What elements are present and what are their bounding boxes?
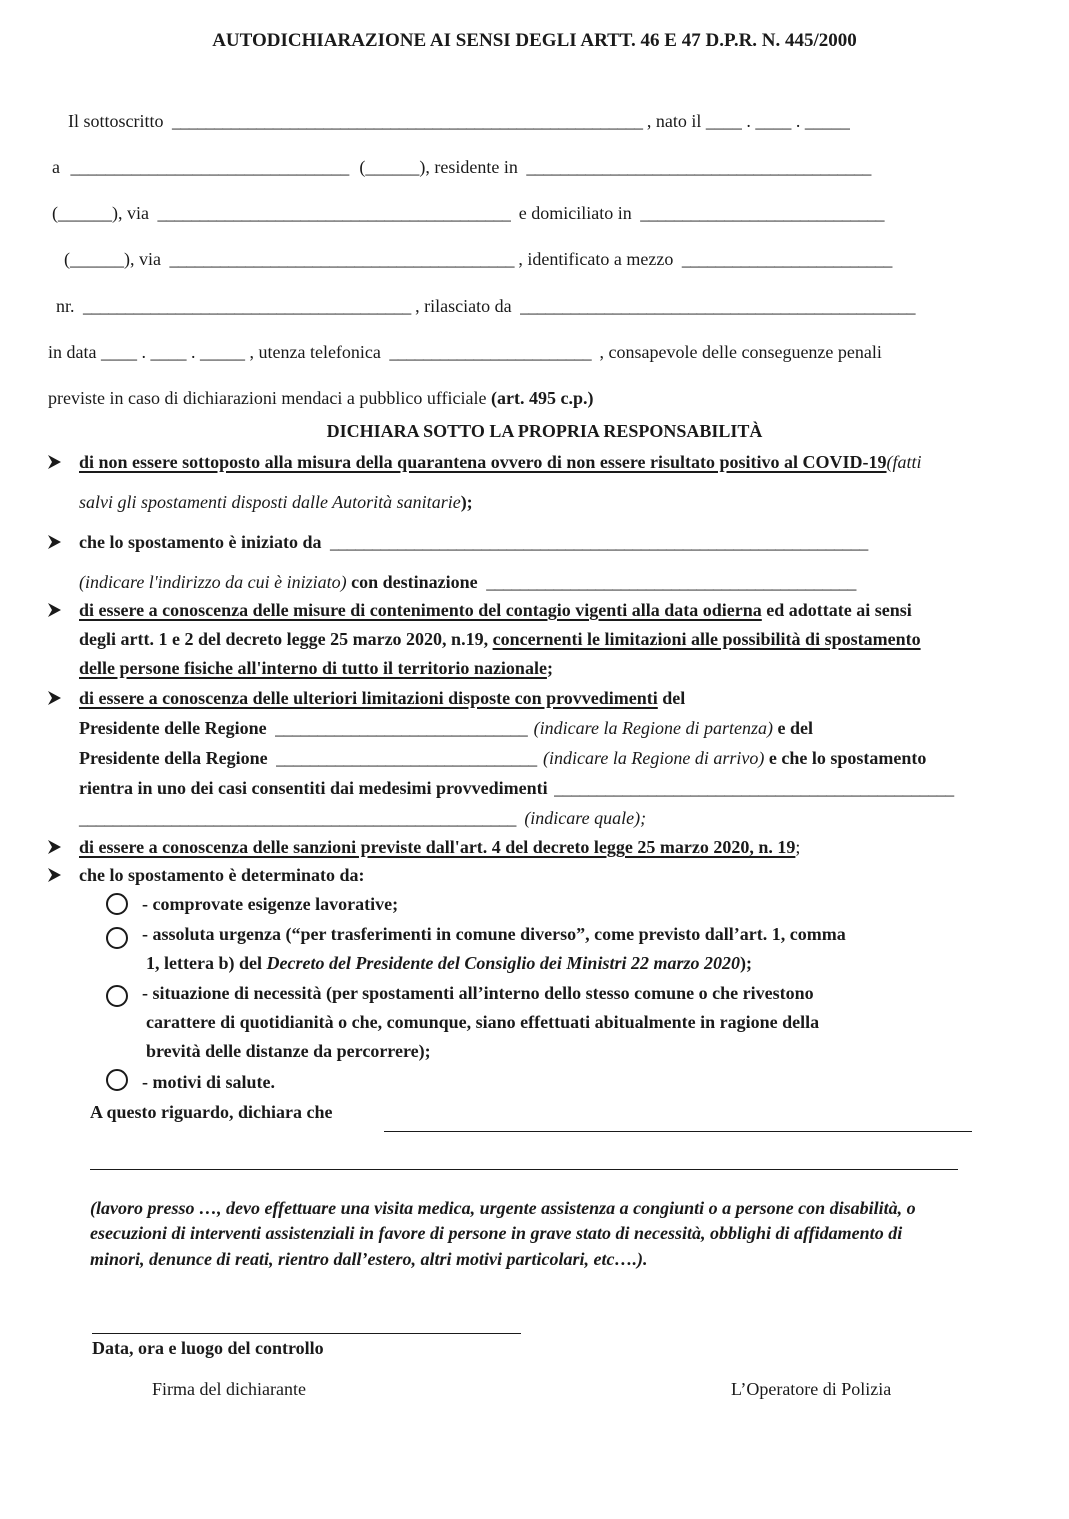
birthplace-label: a bbox=[52, 157, 60, 177]
measures-adopted: ed adottate ai sensi bbox=[766, 600, 912, 620]
option-urgency-line-1: - assoluta urgenza (“per trasferimenti in comune diverso”, come previsto dall’art. 1, comma bbox=[142, 924, 846, 944]
item-regional-line-3 bbox=[79, 747, 926, 769]
examples-line-1: (lavoro presso …, devo effettuare una visita medica, urgente assistenza a congiunti o a persone con disabilità, o bbox=[90, 1198, 916, 1218]
birth-date-field[interactable]: , nato il ____ . ____ . _____ bbox=[646, 111, 850, 131]
intro-line-3 bbox=[52, 202, 884, 224]
residence-field[interactable]: _________________________________________ bbox=[526, 157, 871, 177]
item-sanctions bbox=[79, 836, 800, 858]
item-quarantine-line-1 bbox=[79, 451, 922, 473]
intro-line-2 bbox=[52, 156, 871, 178]
id-document-label: , identificato a mezzo bbox=[518, 249, 674, 269]
false-declaration-text: previste in caso di dichiarazioni mendaci a pubblico ufficiale bbox=[48, 388, 487, 408]
examples-line-2: esecuzioni di interventi assistenziali in favore di persone in grave stato di necessità, obblighi di affidamento di bbox=[90, 1223, 903, 1243]
declarant-signature-label: Firma del dichiarante bbox=[152, 1379, 306, 1399]
measures-decree-ref: degli artt. 1 e 2 del decreto legge 25 marzo 2020, n.19, bbox=[79, 629, 489, 649]
regard-answer-line[interactable] bbox=[384, 1131, 972, 1132]
phone-field[interactable]: ________________________ bbox=[389, 342, 592, 362]
regional-limits-statement: di essere a conoscenza delle ulteriori limitazioni disposte con provvedimenti bbox=[79, 688, 658, 708]
urgency-decree: Decreto del Presidente del Consiglio dei Ministri 22 marzo 2020 bbox=[266, 953, 740, 973]
sanctions-semicolon: ; bbox=[795, 837, 801, 857]
doc-number-label: nr. bbox=[56, 296, 75, 316]
sanctions-statement: di essere a conoscenza delle sanzioni previste dall'art. 4 del decreto legge 25 marzo 2020, n. 19 bbox=[79, 837, 796, 857]
subscriber-label: Il sottoscritto bbox=[68, 111, 164, 131]
issued-by-field[interactable]: _______________________________________________ bbox=[520, 296, 915, 316]
item-measures-line-1 bbox=[79, 599, 912, 621]
residence-street-field[interactable]: __________________________________________ bbox=[157, 203, 511, 223]
birthplace-field[interactable]: ________________________________ bbox=[70, 157, 349, 177]
option-work-needs: - comprovate esigenze lavorative; bbox=[142, 894, 399, 914]
destination-label: con destinazione bbox=[351, 572, 478, 592]
measures-semicolon: ; bbox=[546, 658, 553, 678]
option-necessity-line-2: carattere di quotidianità o che, comunque, siano effettuati abitualmente in ragione della bbox=[146, 1012, 820, 1032]
item-reason-heading: che lo spostamento è determinato da: bbox=[79, 865, 365, 885]
domicile-street-label[interactable]: (______), via bbox=[64, 249, 161, 269]
option-urgency-line-2 bbox=[146, 952, 752, 974]
measures-limits: concernenti le limitazioni alle possibilità di spostamento bbox=[492, 629, 921, 649]
radio-necessity[interactable] bbox=[106, 985, 128, 1007]
arrival-region-field[interactable]: _______________________________ bbox=[276, 748, 537, 768]
item-regional-line-4 bbox=[79, 777, 954, 799]
allowed-cases-label: rientra in uno dei casi consentiti dai medesimi provvedimenti bbox=[79, 778, 548, 798]
regional-movement: e che lo spostamento bbox=[768, 748, 927, 768]
intro-line-7 bbox=[48, 387, 594, 409]
intro-line-6 bbox=[48, 341, 882, 363]
intro-line-5 bbox=[56, 295, 915, 317]
regard-answer-line-2[interactable] bbox=[90, 1169, 958, 1170]
departure-region-hint: (indicare la Regione di partenza) bbox=[533, 718, 773, 738]
quarantine-note-end: salvi gli spostamenti disposti dalle Autorità sanitarie bbox=[79, 492, 461, 512]
item-measures-line-2 bbox=[79, 628, 921, 650]
departure-region-field[interactable]: ______________________________ bbox=[275, 718, 528, 738]
quarantine-note-close: ); bbox=[460, 492, 473, 512]
examples-line-3: minori, denunce di reati, rientro dall’estero, altri motivi particolari, etc….). bbox=[90, 1249, 648, 1269]
item-regional-line-1 bbox=[79, 687, 685, 709]
arrow-bullet-icon bbox=[47, 599, 69, 621]
start-address-hint: (indicare l'indirizzo da cui è iniziato) bbox=[79, 572, 347, 592]
control-label: Data, ora e luogo del controllo bbox=[92, 1338, 324, 1358]
allowed-case-field-2[interactable]: ____________________________________________________ bbox=[79, 808, 516, 828]
radio-urgency[interactable] bbox=[106, 927, 128, 949]
quarantine-note-start: (fatti bbox=[886, 452, 922, 472]
destination-field[interactable]: ____________________________________________ bbox=[486, 572, 856, 592]
arrow-bullet-icon bbox=[47, 687, 69, 709]
arrow-bullet-icon bbox=[47, 531, 69, 553]
arrow-bullet-icon bbox=[47, 836, 69, 858]
officer-signature-label: L’Operatore di Polizia bbox=[731, 1379, 892, 1399]
urgency-close: ); bbox=[739, 953, 752, 973]
intro-line-4 bbox=[64, 248, 892, 270]
control-signature-line[interactable] bbox=[92, 1333, 521, 1334]
measures-scope: delle persone fisiche all'interno di tutto il territorio nazionale bbox=[79, 658, 547, 678]
issue-date-and-phone-label[interactable]: in data ____ . ____ . _____ , utenza telefonica bbox=[48, 342, 381, 362]
domicile-label: e domiciliato in bbox=[518, 203, 632, 223]
item-quarantine-line-2 bbox=[79, 491, 473, 513]
measures-statement: di essere a conoscenza delle misure di contenimento del contagio vigenti alla data odierna bbox=[79, 600, 762, 620]
option-health: - motivi di salute. bbox=[142, 1072, 275, 1092]
option-necessity-line-3: brevità delle distanze da percorrere); bbox=[146, 1041, 431, 1061]
domicile-street-field[interactable]: _________________________________________ bbox=[169, 249, 514, 269]
id-document-field[interactable]: _________________________ bbox=[681, 249, 892, 269]
regional-e-del: e del bbox=[777, 718, 813, 738]
regional-del: del bbox=[662, 688, 686, 708]
regard-label: A questo riguardo, dichiara che bbox=[90, 1102, 333, 1122]
arrival-region-label: Presidente della Regione bbox=[79, 748, 268, 768]
doc-number-field[interactable]: _______________________________________ bbox=[83, 296, 411, 316]
allowed-case-hint: (indicare quale); bbox=[524, 808, 647, 828]
start-address-field[interactable]: ________________________________________________________________ bbox=[330, 532, 868, 552]
departure-region-label: Presidente delle Regione bbox=[79, 718, 267, 738]
arrival-region-hint: (indicare la Regione di arrivo) bbox=[543, 748, 765, 768]
radio-health[interactable] bbox=[106, 1069, 128, 1091]
item-measures-line-3 bbox=[79, 657, 553, 679]
start-label: che lo spostamento è iniziato da bbox=[79, 532, 322, 552]
item-regional-line-5 bbox=[79, 807, 646, 829]
radio-work-needs[interactable] bbox=[106, 893, 128, 915]
document-title: AUTODICHIARAZIONE AI SENSI DEGLI ARTT. 46 E 47 D.P.R. N. 445/2000 bbox=[212, 30, 857, 51]
arrow-bullet-icon bbox=[47, 864, 69, 886]
item-regional-line-2 bbox=[79, 717, 813, 739]
name-field[interactable]: ________________________________________________________ bbox=[172, 111, 643, 131]
penal-code-ref: (art. 495 c.p.) bbox=[491, 388, 594, 408]
arrow-bullet-icon bbox=[47, 451, 69, 473]
intro-line-1 bbox=[68, 110, 850, 132]
item-start-line-1 bbox=[79, 531, 868, 553]
option-necessity-line-1: - situazione di necessità (per spostamenti all’interno dello stesso comune o che rivestono bbox=[142, 983, 814, 1003]
residence-street-label[interactable]: (______), via bbox=[52, 203, 149, 223]
urgency-letter-ref: 1, lettera b) del bbox=[146, 953, 262, 973]
item-start-line-2 bbox=[79, 571, 856, 593]
awareness-text: , consapevole delle conseguenze penali bbox=[599, 342, 882, 362]
declare-heading: DICHIARA SOTTO LA PROPRIA RESPONSABILITÀ bbox=[326, 421, 763, 441]
quarantine-statement: di non essere sottoposto alla misura della quarantena ovvero di non essere risultato positivo al COVID-19 bbox=[79, 452, 887, 472]
issued-by-label: , rilasciato da bbox=[415, 296, 512, 316]
residence-label[interactable]: (______), residente in bbox=[359, 157, 518, 177]
domicile-field[interactable]: _____________________________ bbox=[640, 203, 884, 223]
allowed-case-field[interactable]: _______________________________________________ bbox=[554, 778, 954, 798]
